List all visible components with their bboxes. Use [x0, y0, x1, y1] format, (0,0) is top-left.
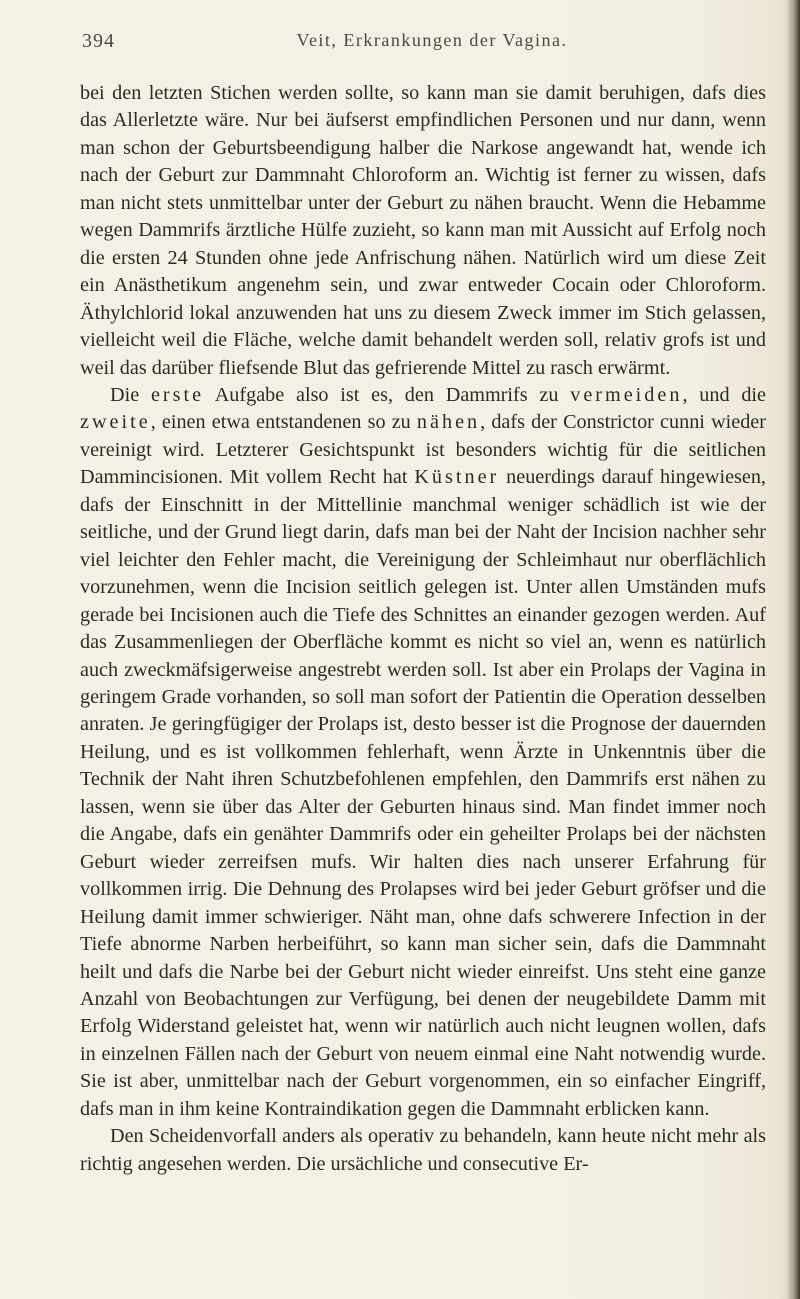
text-segment: Den Scheidenvorfall anders als operativ zu behandeln, kann heute nicht mehr als richtig angesehen werden. Die ursächliche und consecutive Er-	[80, 1125, 766, 1175]
body-text	[80, 80, 766, 1178]
emphasized-text: erste	[150, 383, 205, 406]
text-segment: Die	[110, 383, 151, 406]
paragraph	[80, 382, 766, 1123]
text-segment: , und die	[682, 383, 766, 406]
emphasized-text: nähen	[416, 411, 481, 434]
page-edge-shadow	[786, 0, 800, 1299]
emphasized-text: zweite	[80, 411, 151, 434]
text-segment: , dafs der Constrictor cunni wieder vereinigt wird. Letzterer Gesichtspunkt ist besonders wichtig für die seitlichen Dammincisionen. Mit vollem Recht hat	[80, 411, 766, 489]
text-segment: neuerdings darauf hingewiesen, dafs der Einschnitt in der Mittellinie manchmal weniger schädlich ist wie der seitliche, und der Grund liegt darin, dafs man bei der Naht der Incision nachher sehr viel leichter den Fehler macht, die Vereinigung der Schleimhaut nur oberflächlich vorzunehmen, wenn die Incision seitlich gelegen ist. Unter allen Umständen mufs gerade bei Incisionen auch die Tiefe des Schnittes an einander gezogen werden. Auf das Zusammenliegen der Oberfläche kommt es nicht so viel an, wenn es natürlich auch zweckmäfsigerweise angestrebt werden soll. Ist aber ein Prolaps der Vagina in geringem Grade vorhanden, so soll man sofort der Patientin die Operation desselben anraten. Je geringfügiger der Prolaps ist, desto besser ist die Prognose der dauernden Heilung, und es ist vollkommen fehlerhaft, wenn Ärzte in Unkenntnis über die Technik der Naht ihren Schutzbefohlenen empfehlen, den Dammrifs erst nähen zu lassen, wenn sie über das Alter der Geburten hinaus sind. Man findet immer noch die Angabe, dafs ein genähter Dammrifs oder ein geheilter Prolaps bei der nächsten Geburt wieder zerreifsen mufs. Wir halten dies nach unserer Erfahrung für vollkommen irrig. Die Dehnung des Prolapses wird bei jeder Geburt gröfser und die Heilung damit immer schwieriger. Näht man, ohne dafs schwerere Infection in der Tiefe abnorme Narben herbeiführt, so kann man sicher sein, dafs die Dammnaht heilt und dafs die Narbe bei der Geburt nicht wieder einreifst. Uns steht eine ganze Anzahl von Beobachtungen zur Verfügung, bei denen der neugebildete Damm mit Erfolg Widerstand geleistet hat, wenn wir natürlich auch nicht leugnen wollen, dafs in einzelnen Fällen nach der Geburt von neuem einmal eine Naht notwendig wurde. Sie ist aber, unmittelbar nach der Geburt vorgenommen, ein so einfacher Eingriff, dafs man in ihm keine Kontraindikation gegen die Dammnaht erblicken kann.	[80, 466, 766, 1120]
emphasized-text: Küstner	[414, 466, 500, 489]
page-number: 394	[82, 30, 115, 52]
running-title: Veit, Erkrankungen der Vagina.	[296, 30, 568, 50]
paragraph	[80, 80, 766, 382]
text-segment: bei den letzten Stichen werden sollte, so kann man sie damit beruhigen, dafs dies das Allerletzte wäre. Nur bei äufserst empfindlichen Personen und nur dann, wenn man schon der Geburtsbeendigung halber die Narkose angewandt hat, wende ich nach der Geburt zur Dammnaht Chloroform an. Wichtig ist ferner zu wissen, dafs man nicht stets unmittelbar unter der Geburt zu nähen braucht. Wenn die Hebamme wegen Dammrifs ärztliche Hülfe zuzieht, so kann man mit Aussicht auf Erfolg noch die ersten 24 Stunden ohne jede Anfrischung nähen. Natürlich wird um diese Zeit ein Anästhetikum angenehm sein, und zwar entweder Cocain oder Chloroform. Äthylchlorid lokal anzuwenden hat uns zu diesem Zweck immer im Stich gelassen, vielleicht weil die Fläche, welche damit behandelt werden soll, relativ grofs ist und weil das darüber fliefsende Blut das gefrierende Mittel zu rasch erwärmt.	[80, 82, 766, 379]
page-header	[82, 30, 782, 60]
text-segment: Aufgabe also ist es, den Dammrifs zu	[204, 383, 571, 406]
emphasized-text: vermeiden	[570, 383, 683, 406]
paragraph	[80, 1123, 766, 1178]
text-segment: , einen etwa entstandenen so zu	[150, 411, 417, 434]
